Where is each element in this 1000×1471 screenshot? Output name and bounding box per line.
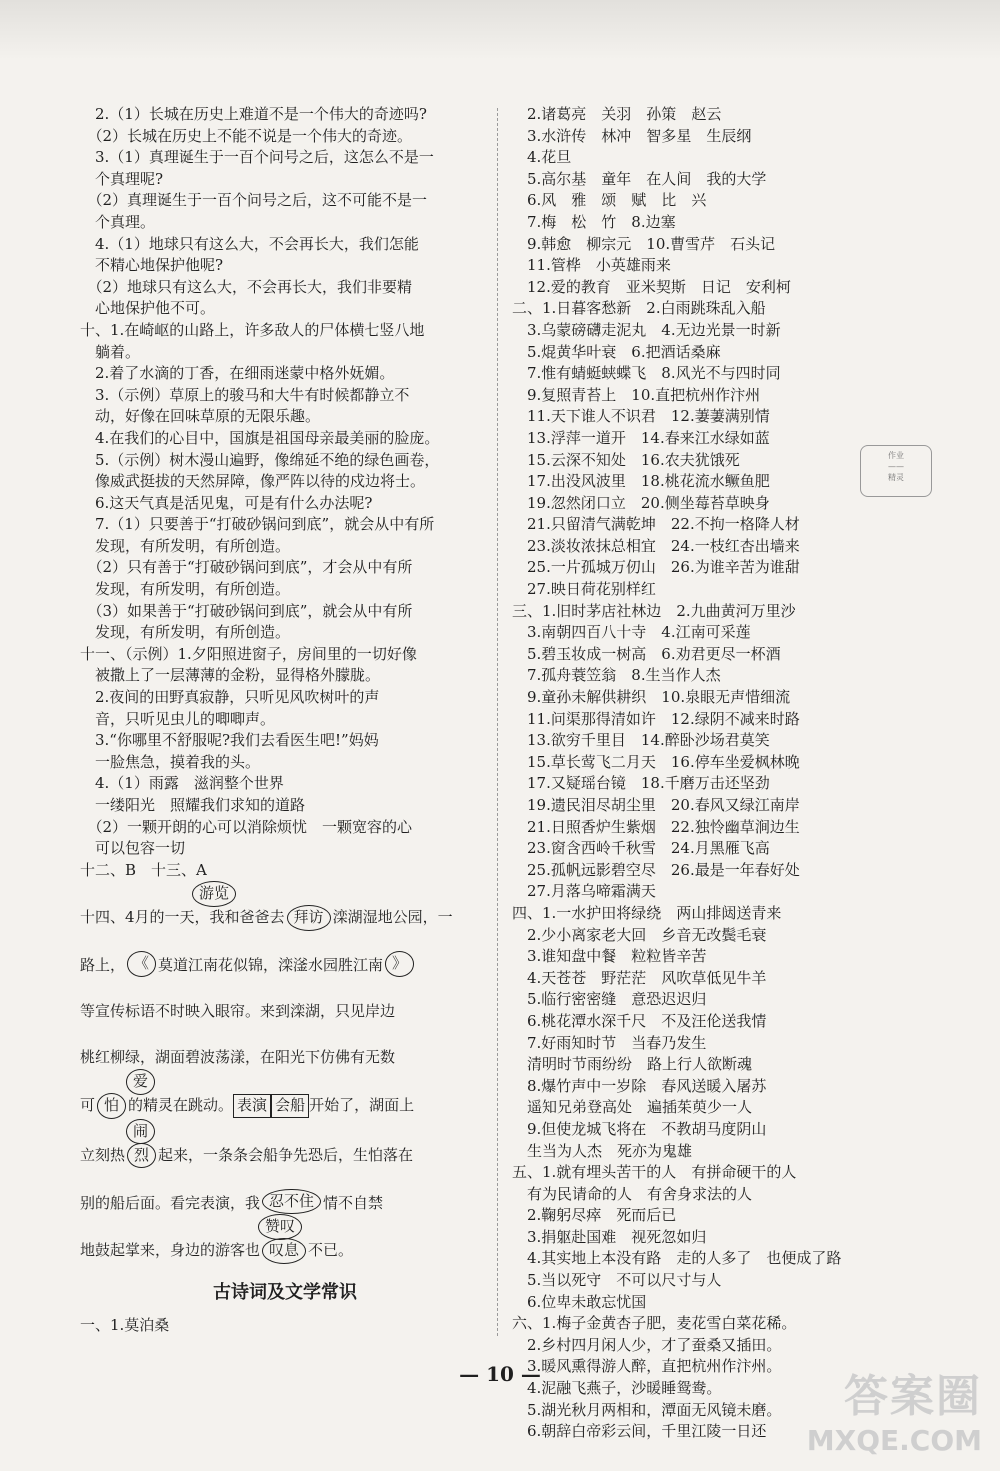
answer-line: 4.花旦 bbox=[512, 148, 572, 167]
circled-mark: 》 bbox=[385, 951, 414, 977]
answer-line: 7.梅 松 竹 8.边塞 bbox=[512, 212, 676, 231]
answer-line: 5.高尔基 童年 在人间 我的大学 bbox=[512, 169, 767, 188]
answer-line: （2）一颗开朗的心可以消除烦忧 一颗宽容的心 bbox=[80, 817, 413, 836]
answer-line: 25.一片孤城万仞山 26.为谁辛苦为谁甜 bbox=[512, 558, 800, 577]
answer-line: 生当为人杰 死亦为鬼雄 bbox=[512, 1141, 693, 1160]
answer-line: 21.只留清气满乾坤 22.不拘一格降人材 bbox=[512, 515, 800, 534]
answer-line: 2.乡村四月闲人少，才了蚕桑又插田。 bbox=[512, 1335, 782, 1354]
answer-line: 3.“你哪里不舒服呢?我们去看医生吧!”妈妈 bbox=[80, 731, 379, 750]
passage-line: 立刻热 烈 起来，一条条会船争先恐后，生怕落在 bbox=[80, 1143, 490, 1169]
answer-line: 6.朝辞白帝彩云间，千里江陵一日还 bbox=[512, 1422, 767, 1441]
answer-line: 5.碧玉妆成一树高 6.劝君更尽一杯酒 bbox=[512, 644, 781, 663]
answer-line: 4.（1）雨露 滋润整个世界 bbox=[80, 774, 284, 793]
answer-line: 9.童孙未解供耕织 10.泉眼无声惜细流 bbox=[512, 688, 791, 707]
answer-line: 3.（1）真理诞生于一百个问号之后，这怎么不是一 bbox=[80, 148, 434, 167]
answer-line: 发现，有所发明，有所创造。 bbox=[80, 536, 291, 555]
answer-line: 十二、B 十三、A bbox=[80, 860, 207, 879]
boxed-word: 会船 bbox=[271, 1094, 309, 1118]
answer-line: 27.映日荷花别样红 bbox=[512, 580, 656, 599]
answer-line: 7.惟有蜻蜓蛱蝶飞 8.风光不与四时同 bbox=[512, 364, 781, 383]
answer-line: 清明时节雨纷纷 路上行人欲断魂 bbox=[512, 1055, 753, 1074]
answer-line: 7.好雨知时节 当春乃发生 bbox=[512, 1033, 707, 1052]
answer-line: 5.当以死守 不可以尺寸与人 bbox=[512, 1271, 722, 1290]
answer-line: 2.着了水滴的丁香，在细雨迷蒙中格外妩媚。 bbox=[80, 364, 395, 383]
answer-line: 十一、（示例）1.夕阳照进窗子，房间里的一切好像 bbox=[80, 644, 417, 663]
answer-line: 9.但使龙城飞将在 不教胡马度阴山 bbox=[512, 1119, 767, 1138]
answer-line: （2）地球只有这么大，不会再长大，我们非要精 bbox=[80, 277, 413, 296]
answer-line: 遥知兄弟登高处 遍插茱萸少一人 bbox=[512, 1098, 753, 1117]
answer-line: 19.遗民泪尽胡尘里 20.春风又绿江南岸 bbox=[512, 796, 800, 814]
answer-line: 心地保护他不可。 bbox=[80, 299, 216, 318]
circled-word: 怕 bbox=[97, 1093, 126, 1119]
answer-line: （2）真理诞生于一百个问号之后，这不可能不是一 bbox=[80, 191, 428, 210]
page-number: — 10 — bbox=[459, 1362, 541, 1386]
circled-mark: 《 bbox=[127, 951, 156, 977]
watermark-logo: 答案圈 bbox=[844, 1371, 982, 1422]
answer-line: 17.又疑瑶台镜 18.千磨万击还坚劲 bbox=[512, 774, 770, 793]
answer-line: 4.（1）地球只有这么大，不会再长大，我们怎能 bbox=[80, 234, 419, 253]
answer-line: 4.天苍苍 野茫茫 风吹草低见牛羊 bbox=[512, 968, 767, 987]
answer-line: 23.窗含西岭千秋雪 24.月黑雁飞高 bbox=[512, 839, 770, 858]
answer-line: 像威武挺拔的天然屏障，像严阵以待的戍边将士。 bbox=[80, 472, 426, 491]
column-divider bbox=[497, 108, 498, 1336]
answer-line: 23.淡妆浓抹总相宜 24.一枝红杏出墙来 bbox=[512, 536, 800, 555]
passage-line: 可 怕 的精灵在跳动。 表演 会船 开始了，湖面上 bbox=[80, 1093, 490, 1119]
section-title: 古诗词及文学常识 bbox=[213, 1281, 357, 1303]
answer-line: 13.欲穷千里目 14.醉卧沙场君莫笑 bbox=[512, 731, 770, 750]
passage-annotation-row bbox=[80, 1119, 490, 1143]
answer-line: 7.孤舟蓑笠翁 8.生当作人杰 bbox=[512, 666, 721, 685]
passage-line: 十四、4月的一天，我和爸爸去 拜访 滦湖湿地公园，一 bbox=[80, 905, 490, 931]
answer-line: 11.问渠那得清如许 12.绿阴不减来时路 bbox=[512, 709, 800, 728]
answer-line: 个真理。 bbox=[80, 212, 156, 231]
answer-line: 不精心地保护他呢? bbox=[80, 256, 224, 275]
answer-line: 11.天下谁人不识君 12.萋萋满别情 bbox=[512, 407, 770, 426]
answer-line: 躺着。 bbox=[80, 342, 141, 361]
answer-line: 2.少小离家老大回 乡音无改鬓毛衰 bbox=[512, 925, 767, 944]
passage-annotation-row bbox=[80, 1214, 490, 1238]
answer-line: 十、1.在崎岖的山路上，许多敌人的尸体横七竖八地 bbox=[80, 320, 425, 339]
answer-line: 3.乌蒙磅礴走泥丸 4.无边光景一时新 bbox=[512, 320, 781, 339]
answer-line: 一缕阳光 照耀我们求知的道路 bbox=[80, 796, 306, 814]
answer-line: 发现，有所发明，有所创造。 bbox=[80, 623, 291, 642]
circled-correction: 游览 bbox=[192, 881, 236, 907]
answer-line: 被撒上了一层薄薄的金粉，显得格外朦胧。 bbox=[80, 666, 381, 685]
answer-line: 3.（示例）草原上的骏马和大牛有时候都静立不 bbox=[80, 385, 410, 404]
answer-line: 6.位卑未敢忘忧国 bbox=[512, 1292, 647, 1311]
answer-line: 19.忽然闭口立 20.侧坐莓苔草映身 bbox=[512, 493, 770, 512]
answer-line: 8.爆竹声中一岁除 春风送暖入屠苏 bbox=[512, 1076, 767, 1095]
passage-line: 路上， 《 莫道江南花似锦，滦滏水园胜江南 》 bbox=[80, 931, 490, 977]
answer-line: 2.诸葛亮 关羽 孙策 赵云 bbox=[512, 105, 722, 123]
answer-line: 2.鞠躬尽瘁 死而后已 bbox=[512, 1206, 677, 1225]
top-scan-shadow bbox=[0, 0, 1000, 60]
answer-line: 个真理呢? bbox=[80, 169, 164, 188]
answer-line: 2.夜间的田野真寂静，只听见风吹树叶的声 bbox=[80, 688, 380, 707]
answer-line: （2）长城在历史上不能不说是一个伟大的奇迹。 bbox=[80, 126, 413, 145]
answer-line: 5.湖光秋月两相和，潭面无风镜未磨。 bbox=[512, 1400, 782, 1419]
answer-line: 发现，有所发明，有所创造。 bbox=[80, 580, 291, 599]
boxed-word: 表演 bbox=[233, 1094, 271, 1118]
answer-line: （3）如果善于“打破砂锅问到底”，就会从中有所 bbox=[80, 601, 413, 620]
answer-line: 3.谁知盘中餐 粒粒皆辛苦 bbox=[512, 947, 707, 966]
circled-word: 叹息 bbox=[262, 1238, 306, 1264]
passage-line: 地鼓起掌来，身边的游客也 叹息 不已。 bbox=[80, 1238, 490, 1264]
circled-correction: 赞叹 bbox=[258, 1214, 302, 1240]
circled-correction: 爱 bbox=[126, 1069, 155, 1095]
answer-line: 7.（1）只要善于“打破砂锅问到底”，就会从中有所 bbox=[80, 515, 435, 534]
answer-line: 六、1.梅子金黄杏子肥，麦花雪白菜花稀。 bbox=[512, 1314, 797, 1333]
answer-line: 5.（示例）树木漫山遍野，像绵延不绝的绿色画卷， bbox=[80, 450, 440, 469]
passage-annotation-row bbox=[80, 881, 490, 905]
right-column bbox=[512, 104, 912, 1443]
answer-line: 动，好像在回味草原的无限乐趣。 bbox=[80, 407, 321, 426]
site-watermark bbox=[807, 1360, 982, 1457]
circled-word: 拜访 bbox=[287, 905, 331, 931]
circled-correction: 闹 bbox=[126, 1119, 155, 1145]
circled-word: 忍不住 bbox=[262, 1189, 321, 1215]
answer-line: 二、1.日暮客愁新 2.白雨跳珠乱入船 bbox=[512, 299, 766, 318]
answer-line: 3.水浒传 林冲 智多星 生辰纲 bbox=[512, 126, 752, 145]
answer-line: 6.风 雅 颂 赋 比 兴 bbox=[512, 191, 707, 210]
answer-line: 15.云深不知处 16.农夫犹饿死 bbox=[512, 450, 740, 469]
answer-line: 13.浮萍一道开 14.春来江水绿如蓝 bbox=[512, 428, 770, 447]
answer-line: 3.捐躯赴国难 视死忽如归 bbox=[512, 1227, 707, 1246]
circled-word: 烈 bbox=[127, 1143, 156, 1169]
answer-line: 4.在我们的心目中，国旗是祖国母亲最美丽的脸庞。 bbox=[80, 428, 440, 447]
answer-line: 9.韩愈 柳宗元 10.曹雪芹 石头记 bbox=[512, 234, 776, 253]
answer-line: 11.管桦 小英雄雨来 bbox=[512, 256, 671, 275]
passage-line: 别的船后面。看完表演，我 忍不住 情不自禁 bbox=[80, 1168, 490, 1214]
answer-line: 五、1.就有埋头苦干的人 有拼命硬干的人 bbox=[512, 1163, 797, 1182]
answer-line: 四、1.一水护田将绿绕 两山排闼送青来 bbox=[512, 903, 782, 922]
handwritten-stamp: 作业 —— 精灵 bbox=[860, 445, 932, 497]
passage-line: 桃红柳绿，湖面碧波荡漾，在阳光下仿佛有无数 bbox=[80, 1048, 396, 1067]
answer-line: 6.这天气真是活见鬼，可是有什么办法呢? bbox=[80, 493, 373, 512]
answer-line: 一脸焦急，摸着我的头。 bbox=[80, 752, 261, 771]
passage-line: 等宣传标语不时映入眼帘。来到滦湖，只见岸边 bbox=[80, 1002, 396, 1021]
answer-line: 21.日照香炉生紫烟 22.独怜幽草涧边生 bbox=[512, 817, 800, 836]
answer-line: 25.孤帆远影碧空尽 26.最是一年春好处 bbox=[512, 860, 800, 879]
answer-line: 4.泥融飞燕子，沙暖睡鸳鸯。 bbox=[512, 1379, 722, 1398]
answer-line: 三、1.旧时茅店社林边 2.九曲黄河万里沙 bbox=[512, 601, 796, 620]
answer-line: 3.暖风熏得游人醉，直把杭州作汴州。 bbox=[512, 1357, 782, 1376]
answer-line: 3.南朝四百八十寺 4.江南可采莲 bbox=[512, 623, 751, 642]
watermark-url: MXQE.COM bbox=[806, 1424, 982, 1457]
answer-line: 9.复照青苔上 10.直把杭州作汴州 bbox=[512, 385, 761, 404]
answer-line: 5.焜黄华叶衰 6.把酒话桑麻 bbox=[512, 342, 721, 361]
answer-line: （2）只有善于“打破砂锅问到底”，才会从中有所 bbox=[80, 558, 413, 577]
answer-line: 27.月落乌啼霜满天 bbox=[512, 882, 656, 901]
answer-line: 6.桃花潭水深千尺 不及汪伦送我情 bbox=[512, 1011, 767, 1030]
answer-line: 2.（1）长城在历史上难道不是一个伟大的奇迹吗? bbox=[80, 105, 427, 123]
answer-line: 17.出没风波里 18.桃花流水鳜鱼肥 bbox=[512, 472, 770, 491]
answer-line: 15.草长莺飞二月天 16.停车坐爱枫林晚 bbox=[512, 752, 800, 771]
left-column bbox=[80, 104, 490, 1337]
answer-line: 有为民请命的人 有舍身求法的人 bbox=[512, 1184, 753, 1203]
answer-line: 一、1.莫泊桑 bbox=[80, 1316, 170, 1335]
answer-line: 5.临行密密缝 意恐迟迟归 bbox=[512, 990, 707, 1009]
answer-line: 可以包容一切 bbox=[80, 839, 186, 858]
passage-annotation-row bbox=[80, 1069, 490, 1093]
answer-line: 音，只听见虫儿的唧唧声。 bbox=[80, 709, 276, 728]
answer-line: 4.其实地上本没有路 走的人多了 也便成了路 bbox=[512, 1249, 842, 1268]
answer-line: 12.爱的教育 亚米契斯 日记 安利柯 bbox=[512, 277, 791, 296]
